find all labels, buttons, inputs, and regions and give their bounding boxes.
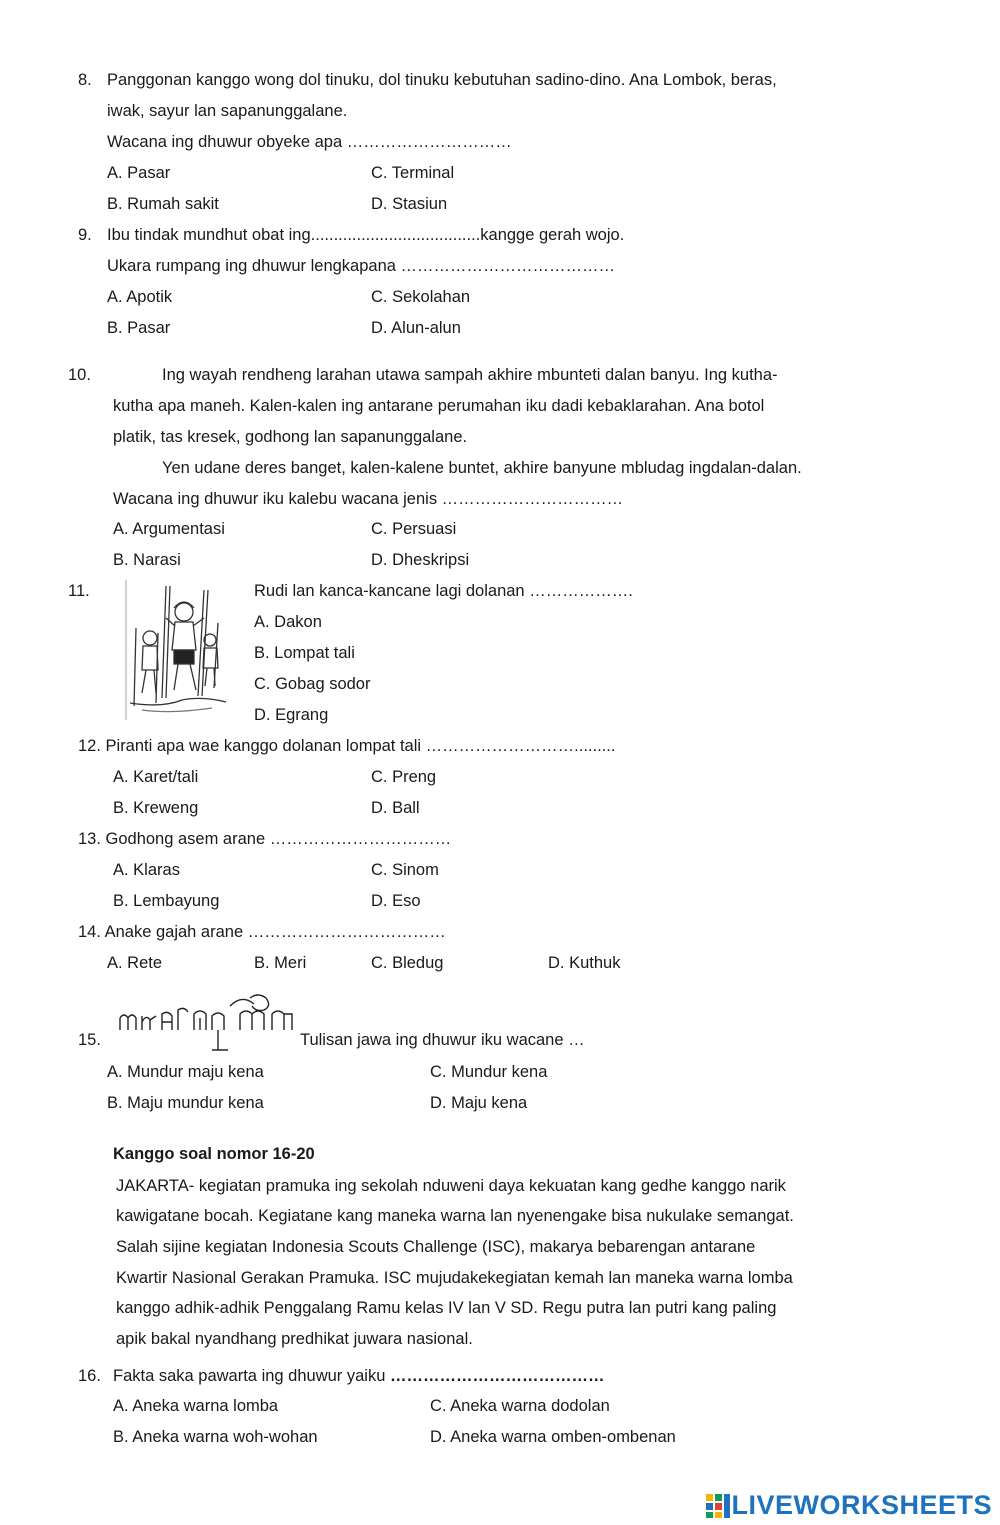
q14-text: 14. Anake gajah arane ……………………………… bbox=[78, 923, 446, 941]
q8-option-a[interactable]: A. Pasar bbox=[107, 164, 171, 182]
egrang-illustration bbox=[122, 578, 232, 723]
liveworksheets-grid-icon bbox=[705, 1493, 731, 1519]
q9-option-d[interactable]: D. Alun-alun bbox=[371, 319, 461, 337]
q16-prompt: Fakta saka pawarta ing dhuwur yaiku ………………………………… bbox=[113, 1367, 605, 1385]
q14-option-b[interactable]: B. Meri bbox=[254, 954, 307, 972]
q9-number: 9. bbox=[78, 226, 92, 244]
q16-option-c[interactable]: C. Aneka warna dodolan bbox=[430, 1397, 610, 1415]
q16-number: 16. bbox=[78, 1367, 101, 1385]
passage-line: kanggo adhik-adhik Penggalang Ramu kelas IV lan V SD. Regu putra lan putri kang paling bbox=[116, 1299, 777, 1317]
q9-option-a[interactable]: A. Apotik bbox=[107, 288, 173, 306]
q10-option-c[interactable]: C. Persuasi bbox=[371, 520, 457, 538]
q14-option-a[interactable]: A. Rete bbox=[107, 954, 163, 972]
q12-option-d[interactable]: D. Ball bbox=[371, 799, 420, 817]
q12-option-b[interactable]: B. Kreweng bbox=[113, 799, 199, 817]
q13-option-d[interactable]: D. Eso bbox=[371, 892, 421, 910]
q9-option-b[interactable]: B. Pasar bbox=[107, 319, 171, 337]
q8-option-b[interactable]: B. Rumah sakit bbox=[107, 195, 219, 213]
q10-prompt: Wacana ing dhuwur iku kalebu wacana jenis …………………………… bbox=[113, 490, 624, 508]
q8-number: 8. bbox=[78, 71, 92, 89]
q11-option-d[interactable]: D. Egrang bbox=[254, 706, 329, 724]
q9-option-c[interactable]: C. Sekolahan bbox=[371, 288, 471, 306]
liveworksheets-logo[interactable] bbox=[705, 1490, 992, 1521]
q10-text-cont: platik, tas kresek, godhong lan sapanunggalane. bbox=[113, 428, 468, 446]
q10-text-para2: Yen udane deres banget, kalen-kalene buntet, akhire banyune mbludag ingdalan-dalan. bbox=[162, 459, 802, 477]
q9-prompt: Ukara rumpang ing dhuwur lengkapana ………………………………… bbox=[107, 257, 616, 275]
passage-line: Kwartir Nasional Gerakan Pramuka. ISC mujudakekegiatan kemah lan maneka warna lomba bbox=[116, 1269, 793, 1287]
q16-option-b[interactable]: B. Aneka warna woh-wohan bbox=[113, 1428, 318, 1446]
q8-text: Panggonan kanggo wong dol tinuku, dol tinuku kebutuhan sadino-dino. Ana Lombok, beras, bbox=[107, 71, 777, 89]
q10-text-cont: kutha apa maneh. Kalen-kalen ing antarane perumahan iku dadi kebaklarahan. Ana botol bbox=[113, 397, 765, 415]
q9-text: Ibu tindak mundhut obat ing.....................................kangge gerah wojo. bbox=[107, 226, 625, 244]
q8-prompt: Wacana ing dhuwur obyeke apa ………………………… bbox=[107, 133, 512, 151]
q15-option-a[interactable]: A. Mundur maju kena bbox=[107, 1063, 264, 1081]
javanese-script-image bbox=[116, 990, 298, 1060]
q12-option-a[interactable]: A. Karet/tali bbox=[113, 768, 199, 786]
q15-number: 15. bbox=[78, 1031, 101, 1049]
q10-number: 10. bbox=[68, 366, 91, 384]
q10-option-a[interactable]: A. Argumentasi bbox=[113, 520, 225, 538]
q13-option-a[interactable]: A. Klaras bbox=[113, 861, 180, 879]
q11-option-b[interactable]: B. Lompat tali bbox=[254, 644, 355, 662]
q10-option-d[interactable]: D. Dheskripsi bbox=[371, 551, 470, 569]
passage-line: Salah sijine kegiatan Indonesia Scouts Challenge (ISC), makarya bebarengan antarane bbox=[116, 1238, 756, 1256]
q13-option-c[interactable]: C. Sinom bbox=[371, 861, 439, 879]
q10-text: Ing wayah rendheng larahan utawa sampah akhire mbunteti dalan banyu. Ing kutha- bbox=[162, 366, 778, 384]
passage-heading: Kanggo soal nomor 16-20 bbox=[113, 1145, 315, 1163]
q14-option-d[interactable]: D. Kuthuk bbox=[548, 954, 621, 972]
passage-line: kawigatane bocah. Kegiatane kang maneka warna lan nyenengake bisa nukulake semangat. bbox=[116, 1207, 794, 1225]
q11-prompt: Rudi lan kanca-kancane lagi dolanan ………………. bbox=[254, 582, 633, 600]
q15-option-c[interactable]: C. Mundur kena bbox=[430, 1063, 548, 1081]
q14-option-c[interactable]: C. Bledug bbox=[371, 954, 444, 972]
q11-option-c[interactable]: C. Gobag sodor bbox=[254, 675, 371, 693]
q12-option-c[interactable]: C. Preng bbox=[371, 768, 437, 786]
liveworksheets-wordmark: LIVEWORKSHEETS bbox=[731, 1490, 992, 1520]
q8-option-d[interactable]: D. Stasiun bbox=[371, 195, 448, 213]
q15-prompt: Tulisan jawa ing dhuwur iku wacane … bbox=[300, 1031, 585, 1049]
q16-option-d[interactable]: D. Aneka warna omben-ombenan bbox=[430, 1428, 676, 1446]
q16-option-a[interactable]: A. Aneka warna lomba bbox=[113, 1397, 279, 1415]
q13-option-b[interactable]: B. Lembayung bbox=[113, 892, 220, 910]
q11-number: 11. bbox=[68, 582, 90, 600]
q12-text: 12. Piranti apa wae kanggo dolanan lompat tali ………………………......... bbox=[78, 737, 616, 755]
passage-line: apik bakal nyandhang predhikat juwara nasional. bbox=[116, 1330, 473, 1348]
q15-option-d[interactable]: D. Maju kena bbox=[430, 1094, 528, 1112]
q8-text-cont: iwak, sayur lan sapanunggalane. bbox=[107, 102, 348, 120]
q8-option-c[interactable]: C. Terminal bbox=[371, 164, 455, 182]
q10-option-b[interactable]: B. Narasi bbox=[113, 551, 181, 569]
passage-line: JAKARTA- kegiatan pramuka ing sekolah nduweni daya kekuatan kang gedhe kanggo narik bbox=[116, 1177, 786, 1195]
q11-option-a[interactable]: A. Dakon bbox=[254, 613, 322, 631]
q13-text: 13. Godhong asem arane …………………………… bbox=[78, 830, 452, 848]
q15-option-b[interactable]: B. Maju mundur kena bbox=[107, 1094, 264, 1112]
